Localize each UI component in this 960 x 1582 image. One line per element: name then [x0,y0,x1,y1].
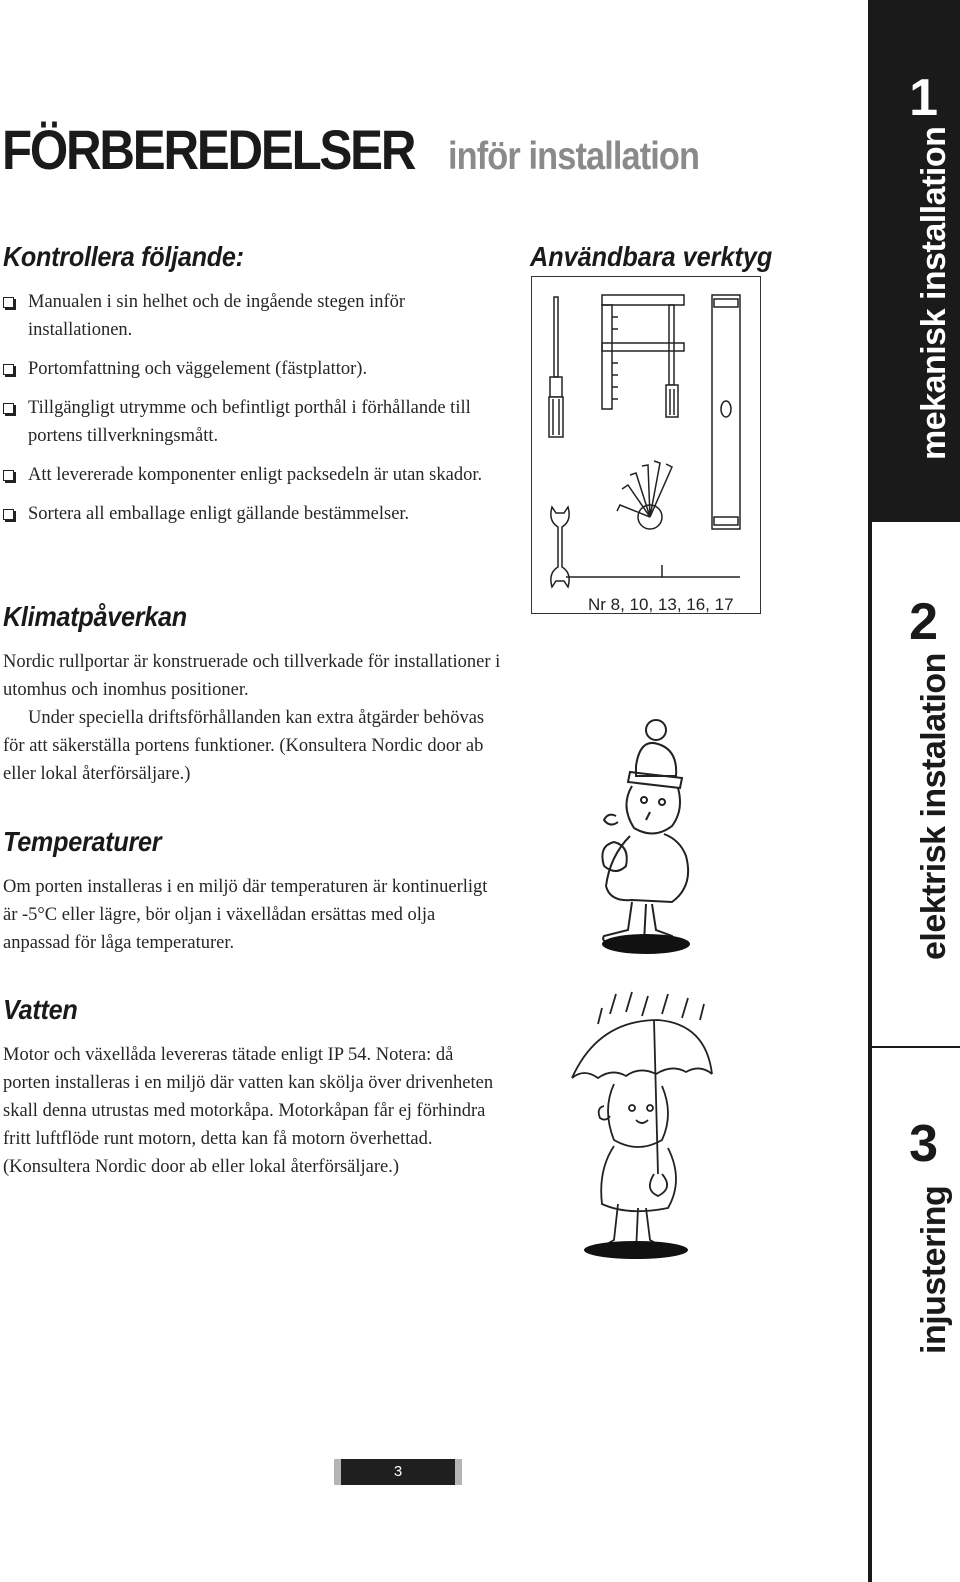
checklist-item: Sortera all emballage enligt gällande bestämmelser. [3,500,483,528]
screwdriver-icon [549,297,563,437]
tools-drawing [532,277,762,615]
checklist-item: Portomfattning och väggelement (fästplattor). [3,355,483,383]
tab-mekanisk-installation[interactable] [872,0,960,522]
checklist [3,288,483,528]
section-kontrollera [3,243,503,539]
checklist-item: Att levererade komponenter enligt packsedeln är utan skador. [3,461,483,489]
hex-key-set-icon [617,461,672,529]
klimat-paragraph-2: Under speciella driftsförhållanden kan extra åtgärder behövas för att säkerställa portens funktioner. (Konsultera Nordic door ab eller lokal återförsäljare.) [3,708,485,784]
rain-umbrella-man-illustration [558,990,718,1262]
page-number: 3 [334,1459,462,1485]
tab-injustering[interactable] [872,1048,960,1582]
temperatur-paragraph: Om porten installeras i en miljö där temperaturen är kontinuerligt är -5°C eller lägre, bör oljan i växellådan ersättas med olja anpassad för låga temperaturer. [3,877,488,953]
heading-temperatur: Temperaturer [3,826,162,857]
tools-box [531,276,761,614]
title-main: FÖRBEREDELSER [2,118,415,181]
tools-heading: Användbara verktyg [530,241,773,272]
chapter-tab-bar [868,0,960,1582]
clamp-icon [602,295,684,417]
cold-man-illustration [580,716,700,956]
section-temperatur [3,828,503,957]
heading-vatten: Vatten [3,994,78,1025]
tab-elektrisk-instalation[interactable] [872,522,960,1046]
heading-klimat: Klimatpåverkan [3,601,187,632]
vatten-paragraph: Motor och växellåda levereras tätade enligt IP 54. Notera: då porten installeras i en miljö där vatten kan skölja över drivenheten skall denna utrustas med motorkåpa. Motorkåpan får ej förhindra fritt luftflöde runt motorn, detta kan få motorn överhettad. (Konsultera Nordic door ab eller lokal återförsäljare.) [3,1045,494,1177]
tab-number: 1 [909,69,938,127]
tab-label: mekanisk installation [915,126,953,460]
klimat-paragraph-1: Nordic rullportar är konstruerade och tillverkade för installationer i utomhus och inomhus positioner. [3,652,501,700]
section-vatten [3,996,503,1181]
checkbox-icon [3,403,14,414]
checkbox-icon [3,364,14,375]
tools-caption: Nr 8, 10, 13, 16, 17 [588,595,734,614]
tab-label: elektrisk instalation [915,653,953,960]
checklist-item: Manualen i sin helhet och de ingående stegen inför installationen. [3,288,483,344]
tab-number: 3 [909,1115,938,1173]
checkbox-icon [3,297,14,308]
checkbox-icon [3,509,14,520]
checkbox-icon [3,470,14,481]
heading-kontrollera: Kontrollera följande: [3,241,244,272]
checklist-item: Tillgängligt utrymme och befintligt porthål i förhållande till portens tillverkningsmått. [3,394,483,450]
title-sub: inför installation [448,135,700,178]
tab-number: 2 [909,593,938,651]
page-title [2,118,734,181]
level-icon [712,295,740,529]
section-klimat [3,603,503,788]
tab-label: injustering [915,1185,953,1354]
